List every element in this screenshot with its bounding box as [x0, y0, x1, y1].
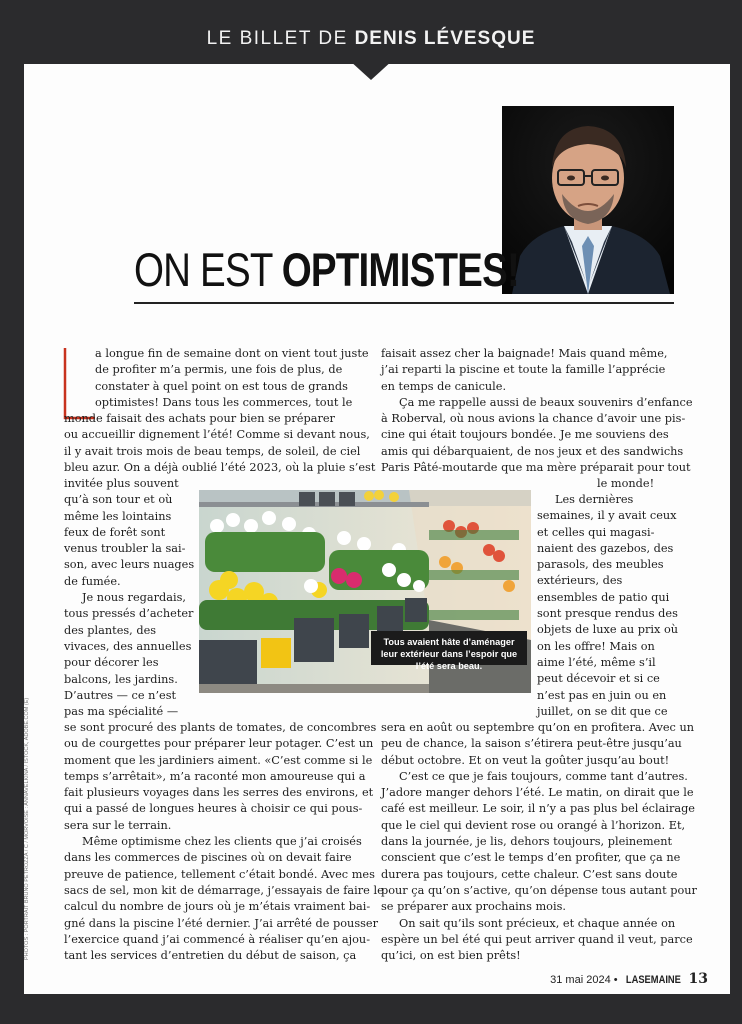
column-1-top-full	[64, 411, 376, 476]
text-line: sera sur le terrain.	[64, 818, 172, 832]
text-line: ou accueillir dignement l’été! Comme si devant nous,	[64, 428, 370, 442]
text-line: se préparer aux prochains mois.	[381, 900, 566, 914]
text-line: aime l’été, même s’il	[537, 655, 656, 669]
title-bold: OPTIMISTES!	[281, 243, 519, 296]
text-line: semaines, il y avait ceux	[537, 509, 677, 523]
text-line: ou de courgettes pour préparer leur potager. C’est un	[64, 737, 374, 751]
text-line: naient des gazebos, des	[537, 541, 674, 555]
column-1-narrow	[64, 476, 196, 720]
author-portrait	[502, 106, 674, 294]
text-line: invitée plus souvent	[64, 477, 179, 490]
text-line: de profiter m’a permis, une fois de plus, de	[95, 363, 343, 377]
text-line: Paris Pâté-moutarde que ma mère préparait pour tout	[381, 461, 691, 475]
text-line: optimistes! Dans tous les commerces, tout le	[95, 395, 353, 409]
text-line: amis qui débarquaient, de nos jeux et des sandwichs	[381, 444, 684, 458]
text-line: objets de luxe au prix où	[537, 623, 679, 637]
page-number: 13	[688, 971, 708, 987]
text-line: en temps de canicule.	[381, 379, 507, 393]
article-title	[134, 242, 519, 297]
text-line: gné dans la piscine l’été dernier. J’ai arrêté de pousser	[64, 916, 379, 930]
text-line: conscient que c’est le temps d’en profiter, que ça ne	[381, 851, 681, 865]
header-prefix: LE BILLET DE	[206, 28, 348, 49]
text-line: pour décorer les	[64, 656, 159, 670]
text-line: extérieurs, des	[537, 574, 623, 588]
text-line: et celles qui magasi-	[537, 525, 655, 539]
text-line: preuve de patience, tellement c’était bondé. Avec mes	[64, 867, 375, 881]
text-line: faisait assez cher la baignade! Mais quand même,	[381, 347, 668, 360]
header-author: DENIS LÉVESQUE	[354, 28, 536, 49]
text-line: monde faisait des achats pour bien se préparer	[64, 412, 335, 425]
column-2-bottom	[381, 720, 697, 964]
text-line: on les offre! Mais on	[537, 639, 655, 653]
text-line: qu’ici, on est bien prêts!	[381, 949, 521, 963]
text-line: café est meilleur. Le soir, il n’y a pas plus bel éclairage	[381, 802, 695, 816]
text-line: de fumée.	[64, 574, 121, 588]
text-line: balcons, les jardins.	[64, 672, 178, 686]
text-line: dans les commerces de piscines où on devait faire	[64, 851, 352, 865]
text-line: début octobre. Et on veut la goûter jusqu’au bout!	[381, 753, 670, 767]
issue-date: 31 mai 2024	[550, 974, 611, 986]
text-line: peu de chance, la saison s’étirera peut-être jusqu’au	[381, 737, 682, 751]
text-line: J’adore manger dehors l’été. Le matin, on dirait que le	[381, 786, 694, 800]
footer-separator: •	[613, 974, 618, 986]
text-line: parasols, des meubles	[537, 558, 664, 572]
text-line: tous pressés d’acheter	[64, 607, 194, 621]
text-line: bleu azur. On a déjà oublié l’été 2023, où la pluie s’est	[64, 460, 376, 474]
text-line: qui a passé de longues heures à choisir ce qui pous-	[64, 802, 363, 816]
text-line: que le ciel qui devient rose ou orangé à l’horizon. Et,	[381, 818, 686, 832]
text-line: se sont procuré des plants de tomates, de concombres	[64, 721, 377, 734]
title-light: ON EST	[134, 243, 272, 296]
text-line: des plantes, des	[64, 623, 157, 637]
text-line: temps s’arrêtait», m’a raconté mon amoureuse qui a	[64, 769, 366, 783]
text-line: juillet, on se dit que ce	[537, 704, 668, 718]
text-line: fait plusieurs voyages dans les serres des environs, et	[64, 786, 374, 800]
text-line: On sait qu’ils sont précieux, et chaque année on	[399, 916, 676, 930]
text-line: moment que les jardiniers aiment. «C’est comme si le	[64, 753, 373, 767]
text-line: espère un bel été qui peut arriver quand il veut, parce	[381, 932, 693, 946]
column-2-top	[381, 346, 693, 493]
text-line: n’est pas en juin ou en	[537, 688, 667, 702]
text-line: son, avec leurs nuages	[64, 558, 195, 572]
text-line: sera en août ou septembre qu’on en profitera. Avec un	[381, 721, 694, 734]
text-line: Ça me rappelle aussi de beaux souvenirs d’enfance	[399, 395, 693, 409]
header-notch	[349, 60, 393, 80]
text-line: sacs de sel, mon kit de démarrage, j’essayais de faire le	[64, 883, 384, 897]
photo-credit-text: PHOTOS : PORTRAIT BRUNO PETROZZA / C / MORVOISE : ANNAVELKINA / ISTOCK, ADOBE.COM (E)	[24, 697, 30, 960]
text-line: durera pas toujours, cette chaleur. C’est sans doute	[381, 867, 678, 881]
text-line: Je nous regardais,	[82, 591, 186, 605]
text-line: Même optimisme chez les clients que j’ai croisés	[82, 835, 362, 849]
text-line: tant les services d’entretien du début de saison, ça	[64, 949, 357, 963]
title-rule	[134, 302, 674, 304]
text-line: peut décevoir et si ce	[537, 672, 660, 686]
photo-caption: Tous avaient hâte d’aménager leur extérieur dans l’espoir que l’été sera beau.	[371, 631, 527, 665]
text-line: sont presque rendus des	[537, 607, 678, 621]
column-header	[0, 28, 742, 50]
text-line: feux de forêt sont	[64, 525, 166, 539]
column-1-bottom	[64, 720, 384, 964]
text-line: calcul du nombre de jours où je m’étais vraiment bai-	[64, 900, 371, 914]
text-line: Les dernières	[555, 493, 634, 506]
column-1-top	[95, 346, 369, 411]
text-line: pas ma spécialité —	[64, 705, 179, 719]
text-line: à Roberval, où nous avions la chance d’avoir une pis-	[381, 412, 686, 426]
text-line: dans la journée, je lis, dehors toujours, pleinement	[381, 835, 673, 849]
page-footer	[550, 971, 708, 987]
photo-credit	[24, 697, 36, 960]
text-line: pour ça qu’on s’active, qu’on dépense tous autant pour	[381, 883, 697, 897]
text-line: cine qui était toujours bondée. Je me souviens des	[381, 428, 669, 442]
text-line: qu’à son tour et où	[64, 493, 173, 507]
text-line: l’exercice quand j’ai commencé à réaliser qu’en ajou-	[64, 932, 371, 946]
text-line: constater à quel point on est tous de grands	[95, 379, 348, 393]
text-line: même les lointains	[64, 509, 172, 523]
text-line: venus troubler la sai-	[64, 542, 186, 556]
magazine-name: LASEMAINE	[625, 974, 681, 986]
text-line: ensembles de patio qui	[537, 590, 670, 604]
text-line: vivaces, des annuelles	[64, 639, 192, 653]
text-line: C’est ce que je fais toujours, comme tant d’autres.	[399, 769, 688, 783]
drop-cap-l	[62, 346, 96, 420]
column-2-narrow	[537, 492, 677, 720]
text-line: a longue fin de semaine dont on vient tout juste	[95, 347, 369, 360]
text-line: il y avait trois mois de beau temps, de soleil, de ciel	[64, 444, 361, 458]
text-line: j’ai reparti la piscine et toute la famille l’apprécie	[381, 363, 666, 377]
text-line: le monde!	[597, 477, 655, 491]
text-line: D’autres — ce n’est	[64, 688, 177, 702]
